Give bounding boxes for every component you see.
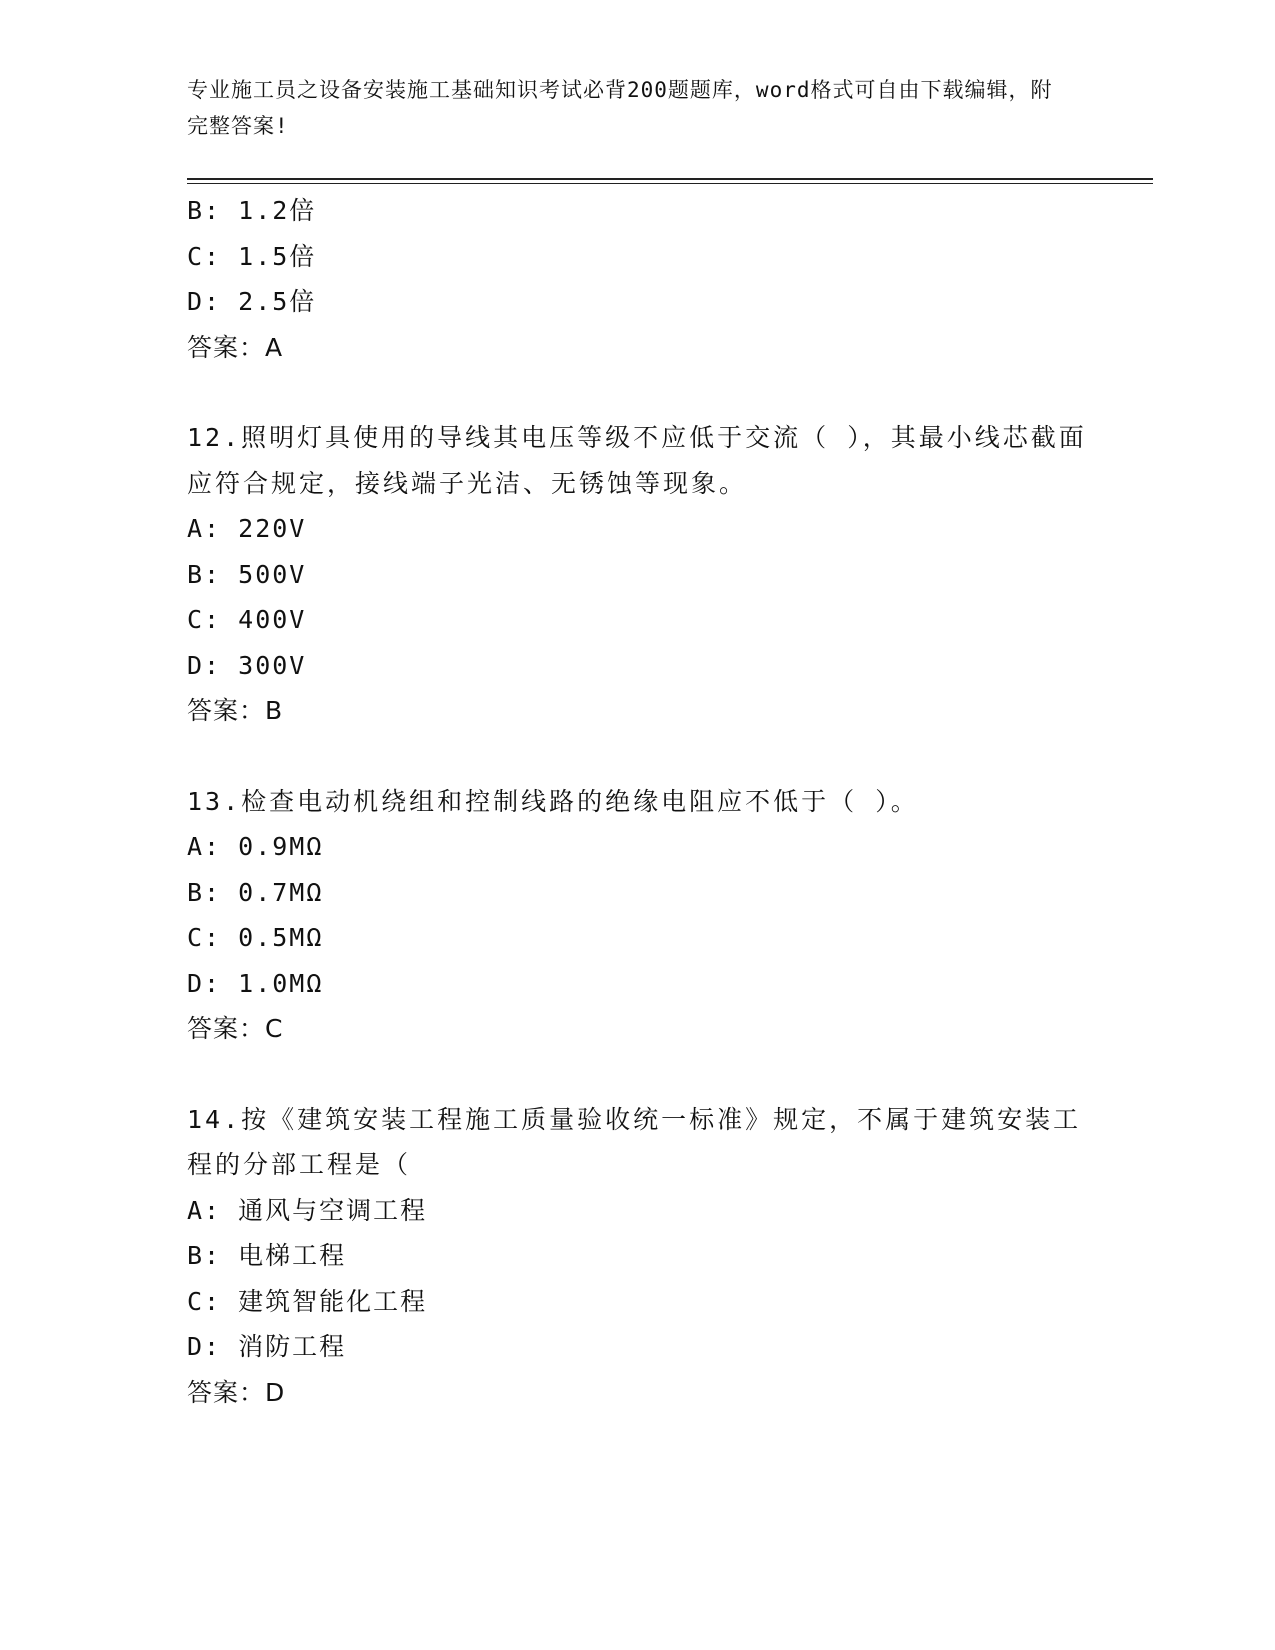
option-d: D: 300V [187,650,307,680]
option-c: C: 400V [187,605,307,634]
option-d: D: 1.0MΩ [187,968,324,998]
option-a: A: 通风与空调工程 [187,1195,428,1225]
document-body [187,188,1087,1415]
answer-line: 答案：A [187,332,284,362]
option-c: C: 1.5倍 [187,241,317,271]
document-header: 专业施工员之设备安装施工基础知识考试必背200题题库，word格式可自由下载编辑，附完整答案! [187,78,1053,138]
header-divider-thick [187,178,1153,180]
question-13 [187,779,1087,1052]
question-12 [187,415,1087,734]
option-b: B: 电梯工程 [187,1241,347,1270]
answer-line: 答案：B [187,696,284,725]
option-b: B: 1.2倍 [187,196,317,225]
option-d: D: 2.5倍 [187,287,317,316]
question-14 [187,1097,1087,1416]
header-divider-thin [187,183,1153,184]
question-stem: 14.按《建筑安装工程施工质量验收统一标准》规定，不属于建筑安装工程的分部工程是（ [187,1104,1082,1179]
option-c: C: 建筑智能化工程 [187,1286,428,1316]
option-c: C: 0.5MΩ [187,923,324,952]
option-a: A: 220V [187,514,307,543]
question-stem: 13.检查电动机绕组和控制线路的绝缘电阻应不低于（ ）。 [187,786,919,816]
option-a: A: 0.9MΩ [187,832,324,861]
option-b: B: 500V [187,559,307,589]
answer-line: 答案：C [187,1014,284,1043]
partial-question-11 [187,188,1087,370]
question-stem: 12.照明灯具使用的导线其电压等级不应低于交流（ ），其最小线芯截面应符合规定，接线端子光洁、无锈蚀等现象。 [187,423,1087,498]
option-d: D: 消防工程 [187,1332,347,1361]
option-b: B: 0.7MΩ [187,877,324,907]
answer-line: 答案：D [187,1377,286,1407]
